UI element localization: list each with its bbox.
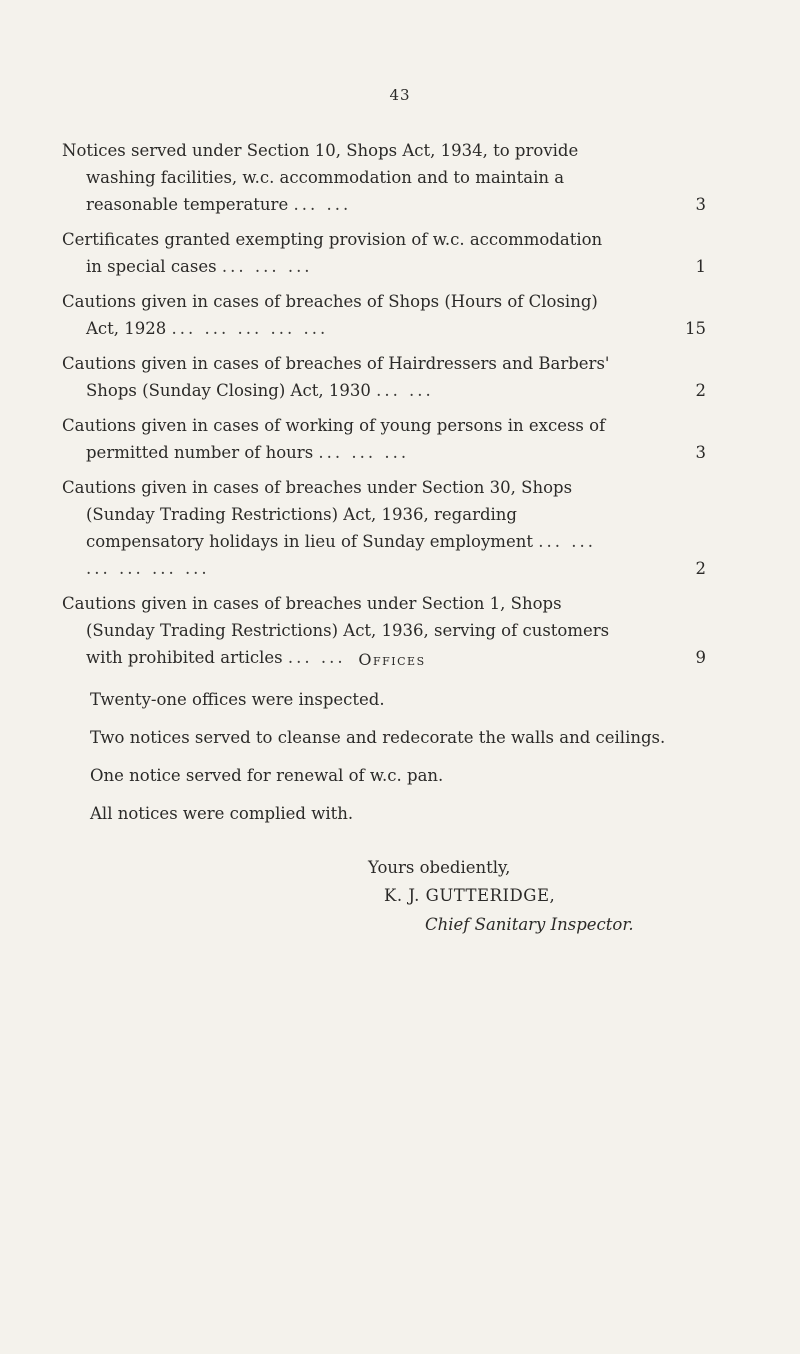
entry-count: 2	[695, 381, 706, 400]
entry-text: Certificates granted exempting provision of w.c. accommodation in special cases ... ... ...	[62, 230, 603, 276]
dot-leader: ... ...	[287, 648, 346, 667]
notices-list	[62, 137, 712, 679]
paragraph: One notice served for renewal of w.c. pan.	[90, 766, 444, 785]
dot-leader: ... ... ...	[221, 257, 313, 276]
entry-text: Cautions given in cases of breaches under Section 1, Shops (Sunday Trading Restrictions) Act, 1936, serving of customers with prohibited articles ... ...	[62, 594, 610, 667]
entry-text: Cautions given in cases of working of young persons in excess of permitted number of hours ... ... ...	[62, 416, 606, 462]
signatory-title: Chief Sanitary Inspector.	[425, 915, 634, 934]
entry-count: 2	[695, 559, 706, 578]
signatory-name: K. J. GUTTERIDGE,	[384, 886, 556, 905]
paragraph: Twenty-one offices were inspected.	[90, 690, 385, 709]
dot-leader: ... ... ... ... ... ...	[86, 532, 596, 578]
entry-text: Cautions given in cases of breaches of Shops (Hours of Closing) Act, 1928 ... ... ... ... ...	[62, 292, 598, 338]
entry-text: Cautions given in cases of breaches under Section 30, Shops (Sunday Trading Restrictions) Act, 1936, regarding compensatory holidays in lieu of Sunday employment ... ... ... ... ... ...	[62, 478, 596, 578]
list-item	[62, 474, 712, 582]
dot-leader: ... ... ... ... ...	[171, 319, 329, 338]
dot-leader: ... ...	[293, 195, 352, 214]
page-number: 43	[389, 86, 411, 104]
entry-text: Cautions given in cases of breaches of Hairdressers and Barbers' Shops (Sunday Closing) Act, 1930 ... ...	[62, 354, 610, 400]
list-item	[62, 226, 712, 280]
entry-count: 15	[685, 319, 706, 338]
entry-count: 9	[695, 648, 706, 667]
entry-text: Notices served under Section 10, Shops Act, 1934, to provide washing facilities, w.c. accommodation and to maintain a reasonable temperature ... ...	[62, 141, 579, 214]
offices-section	[62, 650, 722, 837]
dot-leader: ... ...	[376, 381, 434, 400]
list-item	[62, 412, 712, 466]
list-item	[62, 288, 712, 342]
section-heading: Offices	[358, 650, 426, 669]
paragraph: All notices were complied with.	[90, 804, 354, 823]
entry-count: 1	[695, 257, 706, 276]
entry-count: 3	[695, 195, 706, 214]
closing-line: Yours obediently,	[368, 858, 511, 877]
dot-leader: ... ... ...	[318, 443, 410, 462]
entry-count: 3	[695, 443, 706, 462]
list-item	[62, 350, 712, 404]
list-item	[62, 137, 712, 218]
paragraph: Two notices served to cleanse and redecorate the walls and ceilings.	[90, 728, 666, 747]
